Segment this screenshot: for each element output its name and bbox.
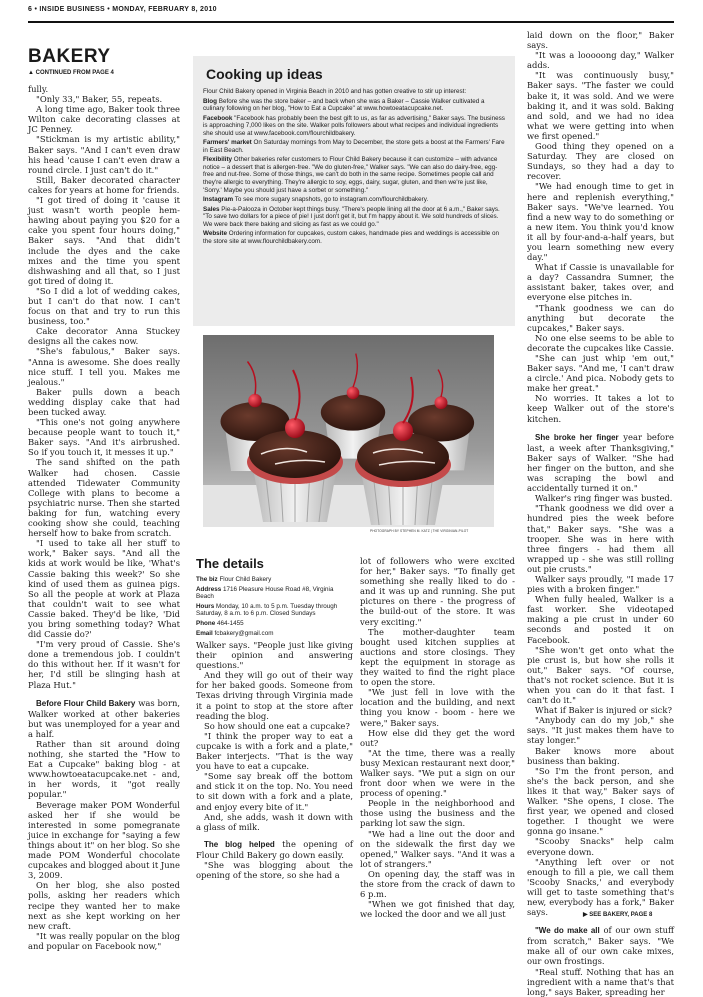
- sidebar-item-label: Sales: [203, 205, 220, 213]
- footer-text: SEE BAKERY, PAGE 8: [589, 912, 653, 918]
- paragraph: The mother-daughter team bought used kitchen supplies at auctions and store closings. They kept the equipment in storage as they waited to find the right place to open the store.: [360, 626, 515, 688]
- details-label: The biz: [196, 576, 218, 583]
- paragraph: On her blog, she also posted polls, asking her readers which recipe they wanted her to make next as she kept working on her new craft.: [28, 880, 180, 931]
- sidebar-item-text: Other bakeries refer customers to Flour Child Bakery because it can customize – with advance notice – a dessert that is allergen-free. "We do gluten-free," Walker says. "We can also do dairy-free, egg-free and nut-free. Some of those things, we can't do both in the same recipe. Sometimes people call and they're allergic to everything. They're allergic to soy, eggs, dairy, sugar, gluten, and then we're just like, 'Sorry.' Maybe you should just have a sorbet or something.": [203, 156, 498, 194]
- paragraph: So how should one eat a cupcake?: [204, 720, 350, 731]
- paragraph: Walker's ring finger was busted.: [535, 493, 673, 504]
- paragraph: What if Cassie is unavailable for a day? Cassandra Sumner, the assistant baker, takes over, and everyone else pitches in.: [527, 262, 674, 303]
- paragraph-lead: [196, 839, 353, 860]
- paragraph: "At the time, there was a really busy Mexican restaurant next door," Walker says. "We put a sign on our front door when we were in the process of opening.": [360, 747, 515, 799]
- sidebar-item-text: Before she was the store baker – and back when she was a Baker – Cassie Walker cultivated a culinary following on her blog, "How to Eat a Cupcake" at www.howtoeatacupcake.net.: [203, 97, 485, 113]
- paragraph: "It was continuously busy," Baker says. "The faster we could bake it, it was sold. And we were baking it, and it was sold. Baking and sold, and we had no idea what we were getting into when we first opened.": [527, 70, 674, 141]
- paragraph: Baker knows more about business than baking.: [527, 745, 674, 766]
- paragraph-lead: [527, 432, 674, 494]
- sidebar-item-text: Pie-a-Palooza in October kept things busy. "There's people lining all the door at 6 a.m.," Baker says. "To save two dollars for a piece of pie! I just don't get it, but I'm happy about it. We sold hundreds of slices. We were back there baking and slicing as fast as we could go.": [203, 205, 500, 228]
- details-value: Monday, 10 a.m. to 5 p.m. Tuesday through Saturday, 8 a.m. to 6 p.m. Closed Sundays: [196, 602, 338, 618]
- photo-credit: PHOTOGRAPH BY STEPHEN M. KATZ | THE VIRGINIAN-PILOT: [370, 529, 469, 533]
- paragraph: "Real stuff. Nothing that has an ingredient with a name that's that long," says Baker, spreading her: [527, 966, 674, 997]
- lead-in: "We do make all: [535, 926, 600, 936]
- details-label: Hours: [196, 602, 215, 610]
- details-value: Flour Child Bakery: [217, 576, 272, 583]
- paragraph-lead: [527, 925, 674, 966]
- paragraph: "So I'm the front person, and she's the back person, and she likes it that way," Baker says of Walker. "She opens, I close. The first year, we opened and closed together. I thought we were gonna go insane.": [527, 765, 674, 837]
- sidebar-item: [203, 98, 505, 113]
- details-value: 1716 Pleasure House Road #8, Virginia Beach: [196, 585, 334, 601]
- paragraph: What if Baker is injured or sick?: [535, 705, 672, 716]
- lead-rest: the opening of Flour Child Bakery go down easily.: [196, 838, 354, 860]
- paragraph: "Anything left over or not enough to fill a pie, we call them 'Scooby Snacks,' and everybody will get to taste something that's new, everybody has a fork," Baker says.: [527, 856, 674, 918]
- sidebar-item-label: Facebook: [203, 114, 233, 122]
- paragraph: Walker says. "People just like giving their opinion and answering questions.": [196, 640, 353, 671]
- sidebar-item-text: Ordering information for cupcakes, custom cakes, handmade pies and weddings is accessible on the store site at www.flourchildbakery.com.: [203, 230, 499, 245]
- sidebar-text: [203, 88, 505, 318]
- continued-line: ▲ CONTINUED FROM PAGE 4: [28, 70, 114, 76]
- sidebar-item: [203, 139, 505, 154]
- sidebar-intro: Flour Child Bakery opened in Virginia Beach in 2010 and has gotten creative to stir up interest:: [203, 88, 467, 95]
- paragraph: "She won't get onto what the pie crust is, but how she rolls it out," Baker says. "Of course, that's not rocket science. But it is when you can do it that fast. I can't do it.": [527, 644, 674, 706]
- sidebar-item-label: Website: [203, 230, 228, 238]
- paragraph: "When we got finished that day, we locked the door and we all just: [360, 899, 515, 920]
- paragraph: "She can just whip 'em out," Baker says. "And me, 'I can't draw a circle.' And pica. Nobody gets to make her great.": [527, 353, 674, 394]
- paragraph: "Only 33," Baker, 55, repeats.: [36, 94, 163, 105]
- paragraph: "I think the proper way to eat a cupcake is with a fork and a plate," Baker interjects. "That is the way you have to eat a cupcake.: [196, 730, 353, 772]
- details-label: Phone: [196, 619, 216, 627]
- sidebar-item-label: Flexibility: [203, 156, 233, 164]
- sidebar-item-label: Farmers' market: [203, 139, 252, 147]
- details-item: [196, 576, 353, 584]
- paragraph: "It was a looooong day," Walker adds.: [527, 50, 674, 71]
- paragraph: When fully healed, Walker is a fast worker. She videotaped making a pie crust in under 60 seconds and posted it on Facebook.: [527, 594, 674, 645]
- paragraph: Baker pulls down a beach wedding display cake that had been tucked away.: [28, 386, 180, 417]
- page-header: 6 • INSIDE BUSINESS • MONDAY, FEBRUARY 8, 2010: [28, 6, 217, 13]
- details-list: [196, 576, 353, 639]
- paragraph: How else did they get the word out?: [360, 727, 515, 748]
- lead-rest: year before last, a week after Thanksgiving," Baker says of Walker. "She had her finger on the button, and she was scraping the bowl and accidentally turned it on.": [527, 431, 674, 494]
- paragraph-lead: [28, 698, 180, 739]
- paragraph: On opening day, the staff was in the store from the crack of dawn to 6 p.m.: [360, 868, 515, 900]
- details-label: Email: [196, 629, 213, 637]
- paragraph: Rather than sit around doing nothing, she started the "How to Eat a Cupcake" baking blog - at www.howtoeatacupcake.net - and, in her words, it "got really popular.": [28, 739, 180, 800]
- lead-in: Before Flour Child Bakery: [36, 698, 136, 708]
- sidebar-item-label: Instagram: [203, 196, 234, 204]
- lead-in: The blog helped: [204, 839, 275, 849]
- section-title: BAKERY: [28, 46, 111, 67]
- sidebar-item-text: On Saturday mornings from May to December, the store gets a boost at the Farmers' Fare in East Beach.: [203, 139, 505, 154]
- paragraph: And they will go out of their way for her baked goods. Someone from Texas driving through Virginia made it a point to stop at the store after reading the blog.: [196, 670, 353, 721]
- sidebar-item: [203, 230, 505, 245]
- paragraph: laid down on the floor," Baker says.: [527, 30, 674, 51]
- paragraph: "We had a line out the door and on the sidewalk the first day we opened," Walker says. "And it was a lot of strangers.": [360, 828, 515, 869]
- details-value: fcbakery@gmail.com: [212, 629, 274, 637]
- lead-rest: of our own stuff from scratch," Baker says. "We make all of our own cake mixes, our own frostings.: [527, 925, 674, 967]
- paragraph: Still, Baker decorated character cakes for years at home for friends.: [28, 174, 180, 195]
- paragraph: "Thank goodness we can do anything but decorate the cupcakes," Baker says.: [527, 302, 674, 333]
- paragraph: Good thing they opened on a Saturday. They are closed on Sundays, so they had a day to recover.: [527, 141, 674, 182]
- paragraph: "Some say break off the bottom and stick it on the top. No. You need to sit down with a fork and a plate, and enjoy every bite of it.": [196, 771, 353, 812]
- paragraph: "I'm very proud of Cassie. She's done a tremendous job. I couldn't do this without her. If it wasn't for her, I'd still be slinging hash at Plaza Hut.": [28, 639, 180, 690]
- details-label: Address: [196, 585, 222, 593]
- paragraph: "We just fell in love with the location and the building, and next thing you know - boom - here we were," Baker says.: [360, 687, 515, 728]
- sidebar-item: [203, 206, 505, 229]
- paragraph: Cake decorator Anna Stuckey designs all the cakes now.: [28, 326, 180, 347]
- sidebar-item: [203, 156, 505, 194]
- paragraph: "Anybody can do my job," she says. "It just makes them have to stay longer.": [527, 715, 674, 746]
- details-title: The details: [196, 556, 264, 571]
- paragraph: A long time ago, Baker took three Wilton cake decorating classes at JC Penney.: [28, 104, 180, 135]
- sidebar-item: [203, 196, 505, 204]
- article-column-1: [28, 84, 180, 951]
- details-value: 464-1455: [215, 619, 244, 627]
- paragraph: People in the neighborhood and those using the business and the parking lot saw the sign.: [360, 798, 515, 829]
- sidebar-item-text: "Facebook has probably been the best gift to us, as far as advertising," Baker says. The business is approaching 7,000 likes on the site. Walker polls followers about what recipes and individual ingredients she should use at www.facebook.com/flourchildbakery.: [203, 114, 505, 137]
- paragraph: "Stickman is my artistic ability," Baker says. "And I can't even draw his head 'cause I can't even draw a round circle. I just can't do it.": [28, 134, 180, 175]
- paragraph: "She was blogging about the opening of the store, so she had a: [196, 859, 353, 881]
- paragraph: lot of followers who were excited for her," Baker says. "To finally get something she really liked to do - and it was up and running. She put pictures on there - the progress of the build-out of the store. It was very exciting.": [360, 556, 515, 627]
- paragraph: fully.: [28, 84, 49, 94]
- paragraph: No one else seems to be able to decorate the cupcakes like Cassie.: [527, 332, 674, 353]
- details-item: [196, 630, 353, 638]
- paragraph: "I got tired of doing it 'cause it just wasn't worth people hem-hawing about paying you $20 for a cake you spent four hours doing," Baker says. "And that didn't include the dyes and the cake mixes and the time you spent dishwashing and all that, so I just got tired of doing it.: [28, 195, 180, 286]
- paragraph: "Scooby Snacks" help calm everyone down.: [527, 836, 674, 857]
- continued-text: CONTINUED FROM PAGE 4: [35, 70, 114, 76]
- paragraph: "Thank goodness we did over a hundred pies the week before that," Baker says. "She was a trooper. She was in here with three fingers - had them all wrapped up - she was still rolling out pie crusts.": [527, 503, 674, 574]
- details-item: [196, 603, 353, 618]
- paragraph: "This one's not going anywhere because people want to touch it," Baker says. "And it's airbrushed. So if you touch it, it messes it up.": [28, 417, 180, 458]
- paragraph: "She's fabulous," Baker says. "Anna is awesome. She does really nice stuff. I tell you. Makes me jealous.": [28, 346, 180, 387]
- lead-rest: was born, Walker worked at other bakeries but was unemployed for a year and a half.: [28, 697, 180, 739]
- paragraph: "So I did a lot of wedding cakes, but I can't do that now. I can't focus on that and try to run this business, too.": [28, 285, 180, 327]
- details-item: [196, 620, 353, 628]
- paragraph: Beverage maker POM Wonderful asked her if she would be interested in some pomegranate juice in exchange for "saying a few things about it" on her blog. So she made POM Wonderful chocolate cupcakes and blogged about it June 3, 2009.: [28, 799, 180, 881]
- paragraph: "It was really popular on the blog and popular on Facebook now,": [28, 930, 180, 951]
- article-column-4: [196, 640, 353, 910]
- details-item: [196, 586, 353, 601]
- paragraph: "I used to take all her stuff to work," Baker says. "And all the kids at work would be like, 'What's Cassie baking this week?' So she kind of used them as guinea pigs. So all the people at work at Plaza that couldn't wait to see what Cassie baked. They'd be like, 'Did you bring something today? What did Cassie do?': [28, 538, 180, 640]
- paragraph: And, she adds, wash it down with a glass of milk.: [196, 811, 353, 832]
- paragraph: The sand shifted on the path Walker had chosen. Cassie attended Tidewater Community College with plans to become a psychiatric nurse. Then she started baking for fun, watching every cooking show she could, teaching herself how to bake from scratch.: [28, 457, 180, 539]
- header-rule: [28, 21, 674, 23]
- sidebar-item: [203, 115, 505, 138]
- lead-in: She broke her finger: [535, 432, 619, 442]
- paragraph: No worries. It takes a lot to keep Walker out of the store's kitchen.: [527, 393, 674, 424]
- cupcakes-photo: [203, 335, 494, 527]
- continued-footer: ▶ SEE BAKERY, PAGE 8: [583, 912, 653, 918]
- paragraph: Walker says proudly, "I made 17 pies with a broken finger.": [527, 573, 674, 595]
- article-column-5: [360, 556, 515, 920]
- paragraph: "We had enough time to get in here and replenish everything," Baker says. "We've learned. You find a new way to do something or a new item. You think you'd know it all by four-and-a-half years, but you learn something new every day.": [527, 181, 674, 263]
- sidebar-item-label: Blog: [203, 97, 217, 105]
- sidebar-title: Cooking up ideas: [206, 66, 323, 82]
- sidebar-item-text: To see more sugary snapshots, go to instagram.com/flourchildbakery.: [233, 196, 429, 204]
